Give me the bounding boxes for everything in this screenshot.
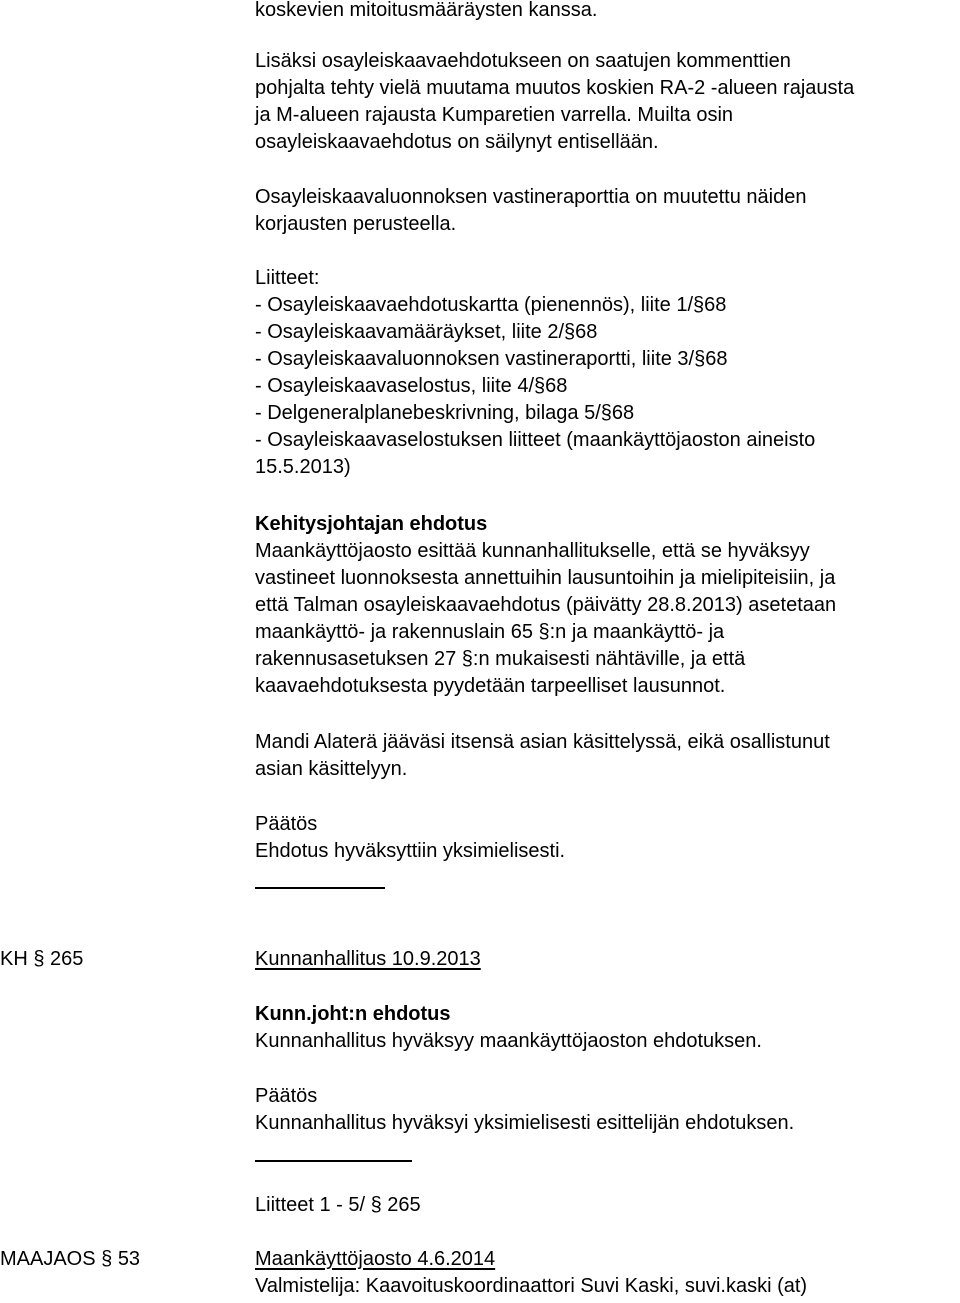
section-divider	[255, 887, 385, 889]
maajaos-reference: MAAJAOS § 53	[0, 1248, 141, 1270]
decision-heading: Päätös	[255, 813, 318, 835]
kh-decision-text: Kunnanhallitus hyväksyi yksimielisesti esittelijän ehdotuksen.	[255, 1112, 795, 1134]
text-line: Mandi Alaterä jääväsi itsensä asian käsittelyssä, eikä osallistunut	[255, 731, 830, 753]
kh-proposal-heading: Kunn.joht:n ehdotus	[255, 1003, 451, 1025]
text-line: Osayleiskaavaluonnoksen vastineraporttia on muutettu näiden	[255, 186, 807, 208]
kh-proposal-text: Kunnanhallitus hyväksyy maankäyttöjaoston ehdotuksen.	[255, 1030, 762, 1052]
maajaos-meeting: Maankäyttöjaosto 4.6.2014	[255, 1248, 496, 1270]
attachments-heading: Liitteet:	[255, 267, 320, 289]
text-line: ja M-alueen rajausta Kumparetien varrella. Muilta osin	[255, 104, 734, 126]
kh-reference: KH § 265	[0, 948, 84, 970]
attachment-item: - Delgeneralplanebeskrivning, bilaga 5/§68	[255, 402, 635, 424]
attachment-item: - Osayleiskaavaselostuksen liitteet (maankäyttöjaoston aineisto	[255, 429, 816, 451]
section-divider	[255, 1160, 412, 1162]
attachment-item: - Osayleiskaavamääräykset, liite 2/§68	[255, 321, 598, 343]
text-line: korjausten perusteella.	[255, 213, 457, 235]
text-line: kaavaehdotuksesta pyydetään tarpeelliset lausunnot.	[255, 675, 726, 697]
proposal-heading: Kehitysjohtajan ehdotus	[255, 513, 488, 535]
text-line: Maankäyttöjaosto esittää kunnanhallitukselle, että se hyväksyy	[255, 540, 810, 562]
attachment-item: - Osayleiskaavaluonnoksen vastineraportti, liite 3/§68	[255, 348, 728, 370]
text-line: vastineet luonnoksesta annettuihin lausuntoihin ja mielipiteisiin, ja	[255, 567, 836, 589]
text-line: asian käsittelyyn.	[255, 758, 408, 780]
attachment-item: 15.5.2013)	[255, 456, 351, 478]
decision-text: Ehdotus hyväksyttiin yksimielisesti.	[255, 840, 566, 862]
attachment-item: - Osayleiskaavaehdotuskartta (pienennös), liite 1/§68	[255, 294, 727, 316]
text-line: rakennusasetuksen 27 §:n mukaisesti nähtäville, ja että	[255, 648, 746, 670]
kh-attachments: Liitteet 1 - 5/ § 265	[255, 1194, 421, 1216]
attachment-item: - Osayleiskaavaselostus, liite 4/§68	[255, 375, 568, 397]
kh-meeting: Kunnanhallitus 10.9.2013	[255, 948, 481, 970]
text-line: koskevien mitoitusmääräysten kanssa.	[255, 0, 598, 21]
maajaos-preparer: Valmistelija: Kaavoituskoordinaattori Suvi Kaski, suvi.kaski (at)	[255, 1275, 808, 1297]
text-line: pohjalta tehty vielä muutama muutos koskien RA-2 -alueen rajausta	[255, 77, 855, 99]
text-line: Lisäksi osayleiskaavaehdotukseen on saatujen kommenttien	[255, 50, 791, 72]
text-line: että Talman osayleiskaavaehdotus (päivätty 28.8.2013) asetetaan	[255, 594, 837, 616]
kh-decision-heading: Päätös	[255, 1085, 318, 1107]
text-line: osayleiskaavaehdotus on säilynyt entisellään.	[255, 131, 659, 153]
text-line: maankäyttö- ja rakennuslain 65 §:n ja maankäyttö- ja	[255, 621, 725, 643]
